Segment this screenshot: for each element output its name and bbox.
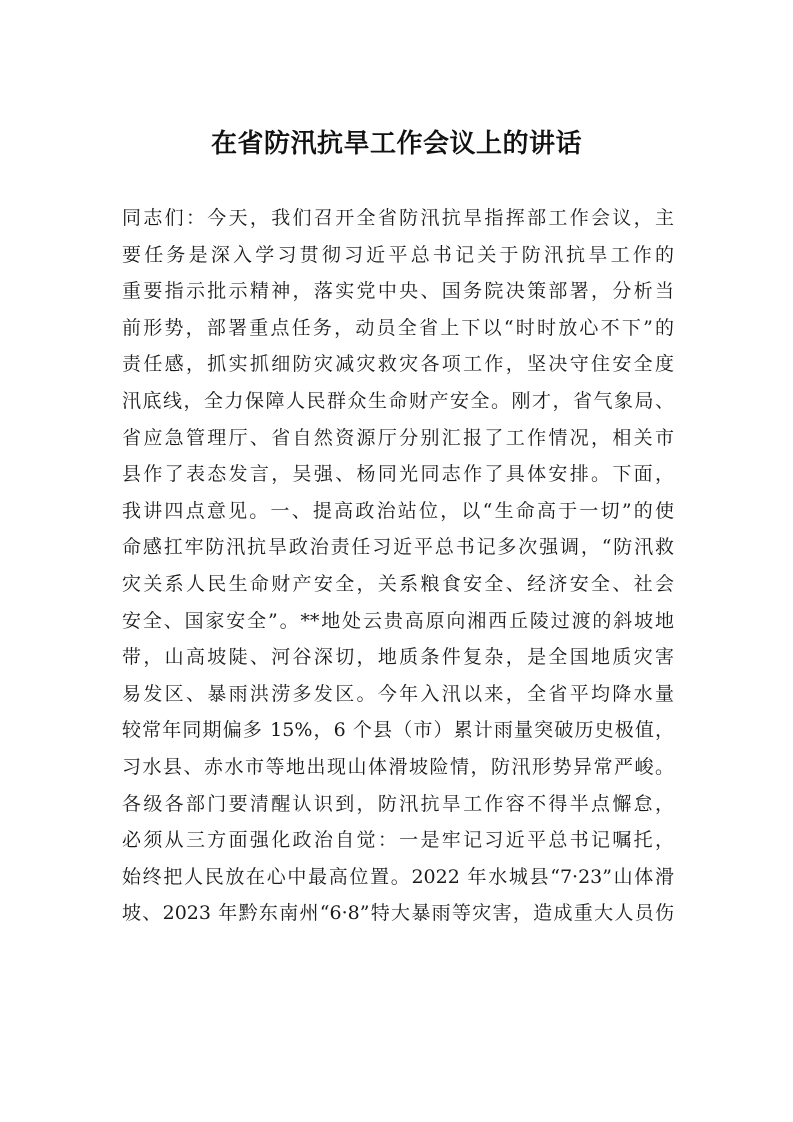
body-line: 灾关系人民生命财产安全，关系粮食安全、经济安全、社会 [122, 572, 674, 595]
body-line: 汛底线，全力保障人民群众生命财产安全。刚才，省气象局、 [122, 389, 674, 412]
body-line: 习水县、赤水市等地出现山体滑坡险情，防汛形势异常严峻。 [122, 755, 674, 778]
body-line: 始终把人民放在心中最高位置。2022 年水城县“7·23”山体滑 [122, 865, 674, 888]
body-line: 易发区、暴雨洪涝多发区。今年入汛以来，全省平均降水量 [122, 682, 674, 705]
body-line: 各级各部门要清醒认识到，防汛抗旱工作容不得半点懈怠， [122, 792, 674, 815]
body-line: 较常年同期偏多 15%，6 个县（市）累计雨量突破历史极值， [122, 719, 674, 742]
body-line: 县作了表态发言，吴强、杨同光同志作了具体安排。下面， [122, 463, 674, 486]
body-line: 要任务是深入学习贯彻习近平总书记关于防汛抗旱工作的 [122, 243, 674, 266]
body-line: 责任感，抓实抓细防灾减灾救灾各项工作，坚决守住安全度 [122, 353, 674, 376]
body-line: 省应急管理厅、省自然资源厅分别汇报了工作情况，相关市 [122, 426, 674, 449]
document-title: 在省防汛抗旱工作会议上的讲话 [210, 129, 582, 159]
body-line: 前形势，部署重点任务，动员全省上下以“时时放心不下”的 [122, 316, 674, 339]
body-line: 同志们：今天，我们召开全省防汛抗旱指挥部工作会议，主 [122, 207, 674, 229]
body-line: 带，山高坡陡、河谷深切，地质条件复杂，是全国地质灾害 [122, 646, 674, 669]
body-line: 坡、2023 年黔东南州“6·8”特大暴雨等灾害，造成重大人员伤 [122, 902, 674, 925]
body-line: 我讲四点意见。一、提高政治站位，以“生命高于一切”的使 [122, 499, 674, 522]
body-line: 安全、国家安全”。**地处云贵高原向湘西丘陵过渡的斜坡地 [122, 609, 674, 632]
document-body [122, 200, 674, 932]
body-line: 命感扛牢防汛抗旱政治责任习近平总书记多次强调，“防汛救 [122, 536, 674, 559]
body-line: 重要指示批示精神，落实党中央、国务院决策部署，分析当 [122, 280, 674, 303]
body-line: 必须从三方面强化政治自觉：一是牢记习近平总书记嘱托， [122, 829, 674, 852]
